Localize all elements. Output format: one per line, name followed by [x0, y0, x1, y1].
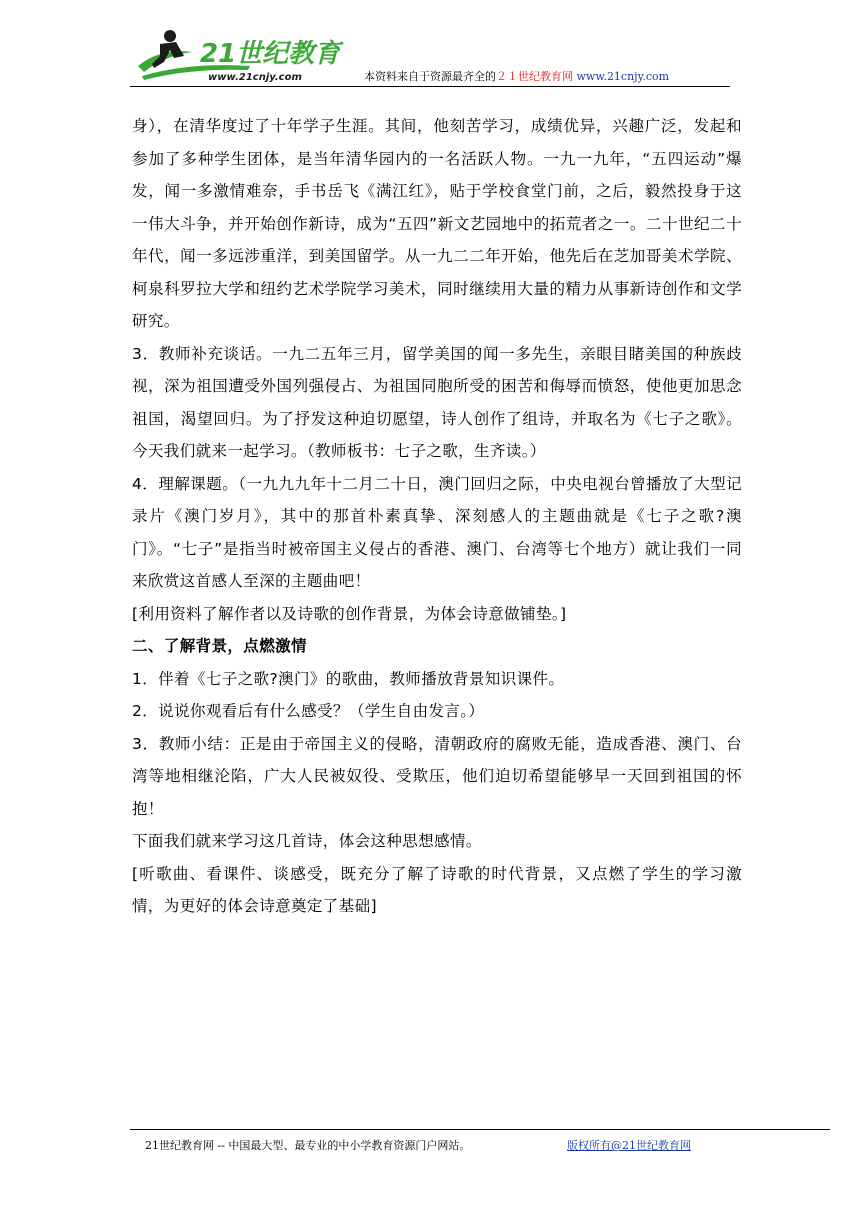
paragraph-design-note-1: [利用资料了解作者以及诗歌的创作背景，为体会诗意做铺垫。] — [132, 604, 567, 623]
page-header — [130, 22, 730, 88]
logo-url: www.21cnjy.com — [208, 72, 302, 83]
paragraph-background: 身），在清华度过了十年学子生涯。其间，他刻苦学习，成绩优异，兴趣广泛，发起和参加了多种学生团体，是当年清华园内的一名活跃人物。一九一九年，“五四运动”爆发，闻一多激情难奈，手书岳飞《满江红》，贴于学校食堂门前，之后，毅然投身于这一伟大斗争，并开始创作新诗，成为“五四”新文艺园地中的拓荒者之一。二十世纪二十年代，闻一多远涉重洋，到美国留学。从一九二二年开始，他先后在芝加哥美术学院、柯泉科罗拉大学和纽约艺术学院学习美术，同时继续用大量的精力从事新诗创作和文学研究。 — [132, 117, 742, 330]
header-site-url[interactable]: www.21cnjy.com — [576, 70, 670, 83]
logo — [130, 22, 360, 86]
footer-text: 21世纪教育网 -- 中国最大型、最专业的中小学教育资源门户网站。 — [145, 1139, 471, 1152]
paragraph-step-1: 1．伴着《七子之歌?澳门》的歌曲，教师播放背景知识课件。 — [132, 669, 565, 688]
page-footer — [145, 1137, 691, 1153]
header-divider — [130, 86, 730, 87]
paragraph-step-2: 2．说说你观看后有什么感受？（学生自由发言。） — [132, 702, 485, 720]
header-note-prefix: 本资料来自于资源最齐全的 — [364, 70, 496, 83]
logo-text: 21世纪教育 — [200, 39, 341, 69]
paragraph-teacher-talk: 3．教师补充谈话。一九二五年三月，留学美国的闻一多先生，亲眼目睹美国的种族歧视，深为祖国遭受外国列强侵占、为祖国同胞所受的困苦和侮辱而愤怒，使他更加思念祖国，渴望回归。为了抒发这种迫切愿望，诗人创作了组诗，并取名为《七子之歌》。今天我们就来一起学习。（教师板书：七子之歌，生齐读。） — [132, 344, 742, 460]
paragraph-transition: 下面我们就来学习这几首诗，体会这种思想感情。 — [132, 832, 482, 850]
paragraph-design-note-2: [听歌曲、看课件、谈感受，既充分了解了诗歌的时代背景，又点燃了学生的学习激情，为更好的体会诗意奠定了基础] — [132, 864, 742, 915]
section-heading: 二、了解背景，点燃激情 — [132, 637, 307, 655]
footer-divider — [130, 1129, 830, 1130]
header-source-note — [364, 68, 669, 84]
paragraph-understand-title: 4．理解课题。（一九九九年十二月二十日，澳门回归之际，中央电视台曾播放了大型记录片《澳门岁月》，其中的那首朴素真挚、深刻感人的主题曲就是《七子之歌?澳门》。“七子”是指当时被帝国主义侵占的香港、澳门、台湾等七个地方）就让我们一同来欣赏这首感人至深的主题曲吧！ — [132, 474, 742, 590]
header-site-name[interactable]: ２１世纪教育网 — [496, 70, 573, 83]
footer-copyright-link[interactable]: 版权所有@21世纪教育网 — [567, 1139, 691, 1152]
document-body — [132, 110, 742, 923]
paragraph-step-3: 3．教师小结：正是由于帝国主义的侵略，清朝政府的腐败无能，造成香港、澳门、台湾等地相继沦陷，广大人民被奴役、受欺压，他们迫切希望能够早一天回到祖国的怀抱！ — [132, 734, 742, 818]
